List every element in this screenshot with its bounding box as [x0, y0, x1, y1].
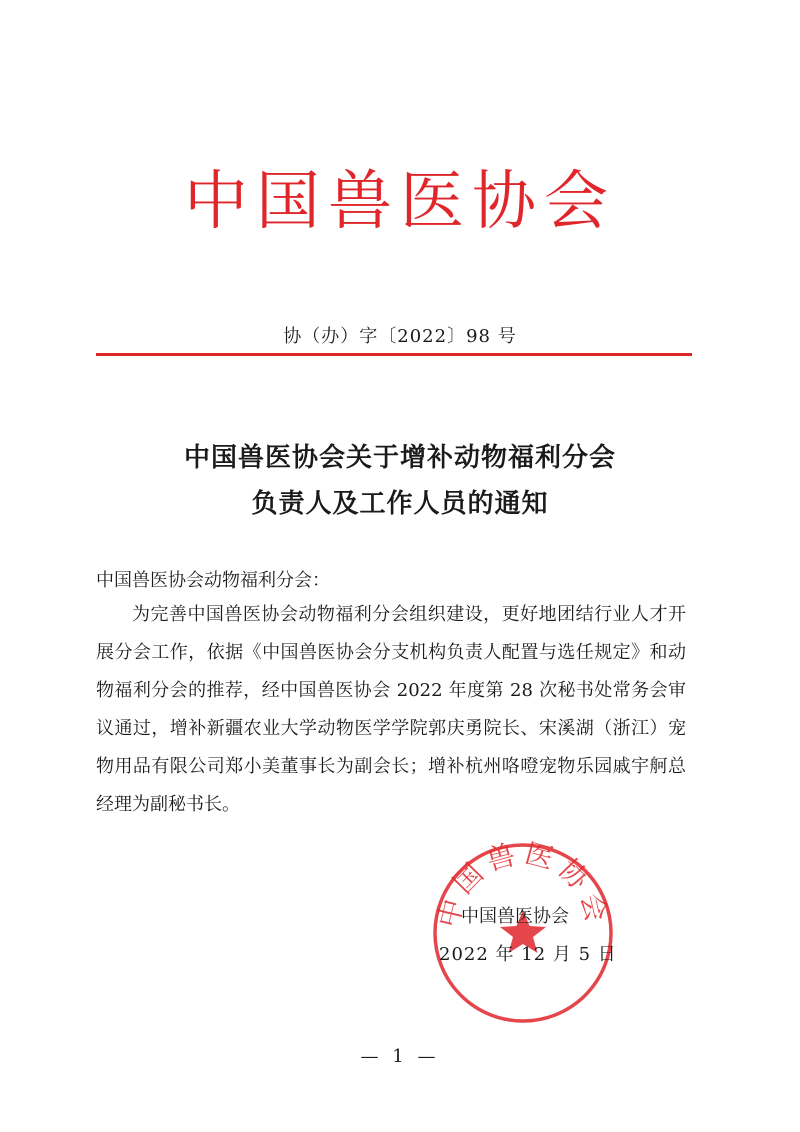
letterhead-title: 中国兽医协会 [184, 165, 616, 239]
notice-title [0, 435, 800, 527]
notice-body: 为完善中国兽医协会动物福利分会组织建设，更好地团结行业人才开展分会工作，依据《中国兽医协会分支机构负责人配置与选任规定》和动物福利分会的推荐，经中国兽医协会 2022 年度第 28 次秘书处常务会审议通过，增补新疆农业大学动物医学学院郭庆勇院长、宋溪湖（浙江）宠物用品有限公司郑小美董事长为副会长；增补杭州咯噔宠物乐园戚宇舸总经理为副秘书长。 [96, 604, 686, 815]
page-number: — 1 — [360, 1046, 440, 1067]
seal-text: 中国兽医协会 [431, 838, 615, 931]
notice-title-line-1: 中国兽医协会关于增补动物福利分会 [183, 443, 616, 473]
signature-organization: 中国兽医协会 [461, 906, 569, 927]
red-divider [96, 353, 692, 356]
signature-date: 2022 年 12 月 5 日 [439, 944, 617, 965]
notice-title-line-2: 负责人及工作人员的通知 [251, 489, 549, 519]
document-number: 协（办）字〔2022〕98 号 [283, 326, 517, 347]
official-seal-icon [428, 838, 618, 1028]
addressee: 中国兽医协会动物福利分会： [96, 570, 330, 591]
